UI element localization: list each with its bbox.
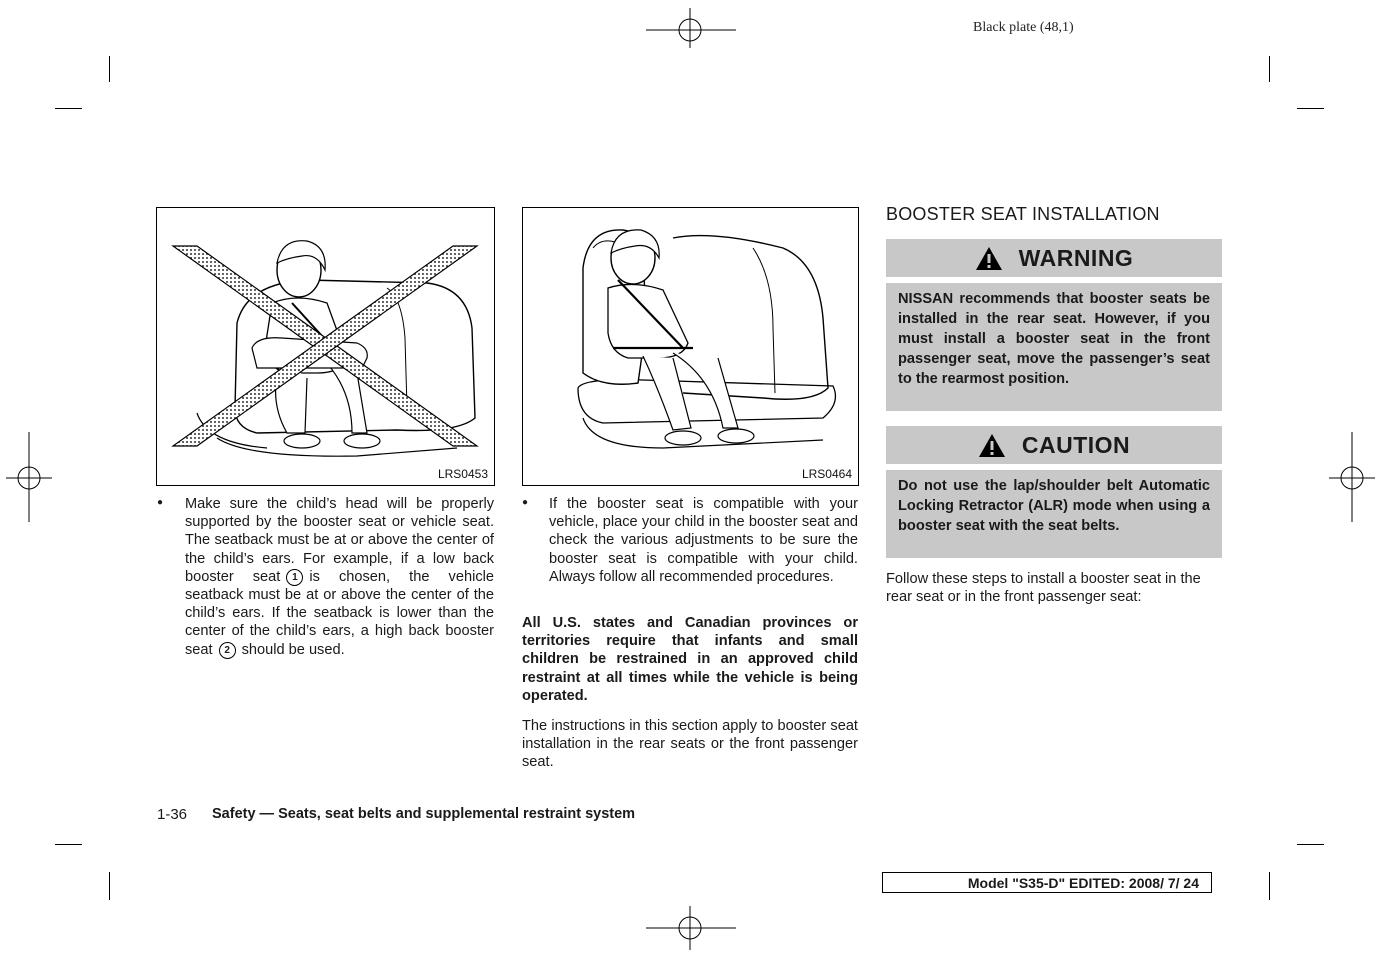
caution-body: Do not use the lap/shoulder belt Automatic Locking Retractor (ALR) mode when using a booster seat with the seat belts.: [886, 470, 1222, 558]
registration-mark-icon: [6, 432, 52, 522]
booster-seat-illustration-correct: [523, 208, 858, 485]
booster-seat-illustration-incorrect: [157, 208, 494, 485]
compatibility-paragraph: If the booster seat is compatible with your vehicle, place your child in the booster seat and check the various adjustments to be sure the booster seat is compatible with your child. Always follow all recommended procedures.: [549, 496, 858, 585]
figure-code: LRS0453: [437, 467, 488, 481]
caution-header: [886, 426, 1222, 464]
plate-label: Black plate (48,1): [973, 20, 1074, 35]
para-text-a: Make sure the child’s head will be properly supported by the booster seat or vehicle seat. The seatback must be at or above the center of the child’s ears. For example, if a low back booster seat: [185, 496, 494, 585]
warning-header: [886, 239, 1222, 277]
figure-lrs0464: [522, 207, 859, 486]
registration-mark-icon: [1329, 432, 1375, 522]
instructions-scope-paragraph: The instructions in this section apply to booster seat installation in the rear seats or the front passenger seat.: [522, 718, 858, 771]
steps-intro-paragraph: Follow these steps to install a booster seat in the rear seat or in the front passenger seat:: [886, 571, 1201, 606]
head-support-paragraph: [185, 495, 494, 659]
caution-triangle-icon: [978, 433, 1006, 458]
section-title: BOOSTER SEAT INSTALLATION: [886, 204, 1160, 224]
running-footer-title: Safety — Seats, seat belts and supplemental restraint system: [212, 806, 636, 822]
registration-mark-icon: [646, 8, 736, 48]
warning-body: NISSAN recommends that booster seats be installed in the rear seat. However, if you must install a booster seat in the front passenger seat, move the passenger’s seat to the rearmost position.: [886, 283, 1222, 411]
registration-mark-icon: [646, 906, 736, 950]
caution-title: CAUTION: [1021, 431, 1131, 458]
figure-code: LRS0464: [801, 467, 852, 481]
page-number: 1-36: [157, 806, 188, 823]
para-text-c: should be used.: [241, 641, 345, 658]
warning-title: WARNING: [1018, 244, 1134, 271]
bullet-marker: ●: [522, 497, 529, 508]
para-text-b: is chosen, the vehicle seatback must be at or above the center of the child’s ears. If the seatback is lower than the center of the child’s ears, a high back booster seat: [185, 568, 494, 658]
warning-triangle-icon: [975, 246, 1003, 271]
callout-marker-2: 2: [219, 642, 236, 659]
model-edit-stamp: Model "S35-D" EDITED: 2008/ 7/ 24: [882, 872, 1212, 893]
bullet-marker: ●: [157, 497, 164, 508]
figure-lrs0453: [156, 207, 495, 486]
callout-marker-1: 1: [286, 569, 303, 586]
legal-requirement-paragraph: All U.S. states and Canadian provinces or territories require that infants and small children be restrained in an approved child restraint at all times while the vehicle is being operated.: [522, 615, 858, 704]
